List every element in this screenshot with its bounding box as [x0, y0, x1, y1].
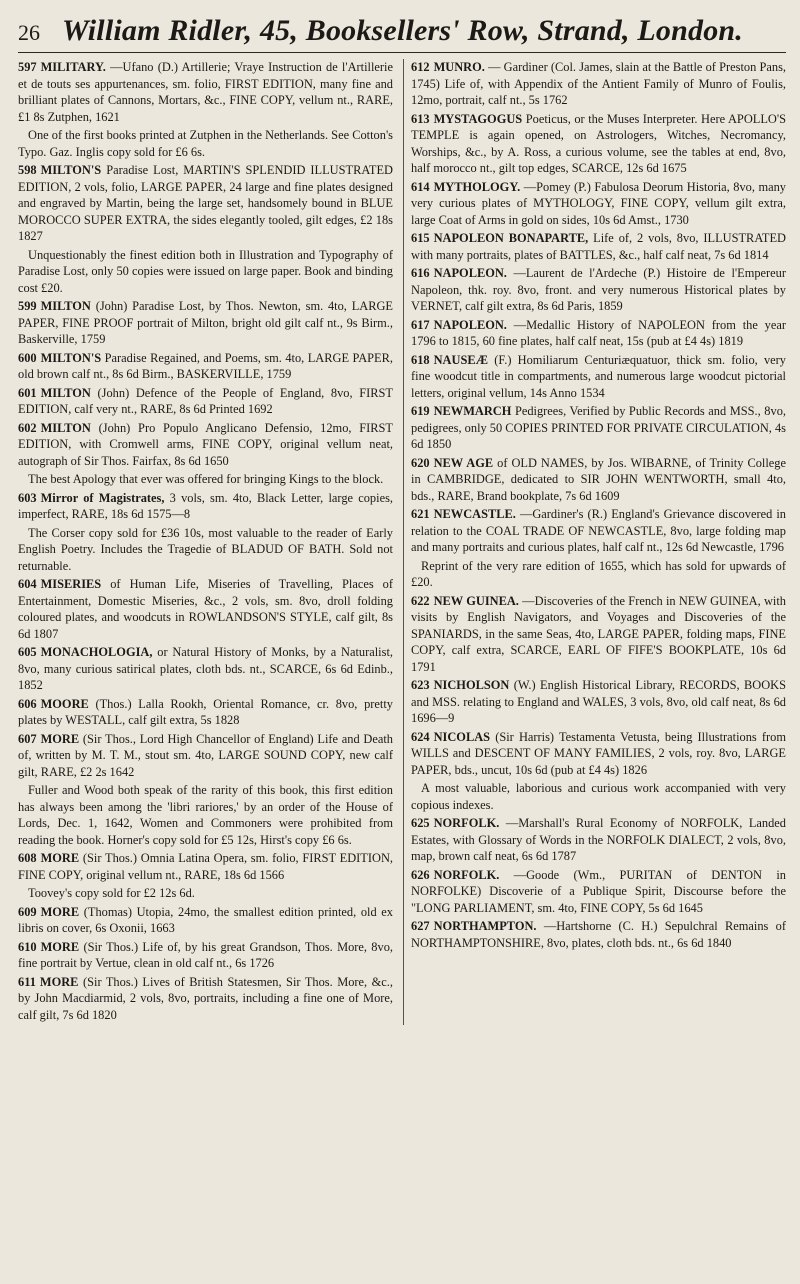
entry-description: Poeticus, or the Muses Interpreter. Here APOLLO'S TEMPLE is again opened, on Astrologers, Witches, Necromancy, Worships, &c., by A. Ross, a curious volume, see the tables at end, 8vo, half morocco nt., gilt top edges, SCARCE, 12s 6d 1675 [411, 111, 786, 175]
entry-description: Paradise Lost, MARTIN'S SPLENDID ILLUSTRATED EDITION, 2 vols, folio, LARGE PAPER, 24 large and fine plates designed and engraved by Martin, being the large set, handsomely bound in BLUE MOROCCO SUPER EXTRA, the sides elegantly tooled, gilt edges, £2 18s 1827 [18, 163, 393, 243]
entry-number: 611 [18, 974, 36, 989]
entry-number: 622 [411, 593, 430, 608]
entry-heading: MORE [40, 851, 80, 865]
entry-number: 609 [18, 904, 37, 919]
entry-description: (John) Defence of the People of England, 8vo, FIRST EDITION, calf very nt., RARE, 8s 6d Printed 1692 [18, 385, 393, 416]
catalogue-entry [411, 815, 786, 865]
catalogue-entry [18, 731, 393, 781]
entry-number: 601 [18, 385, 37, 400]
entry-number: 627 [411, 919, 430, 933]
entry-number: 620 [411, 455, 430, 470]
entry-number: 612 [411, 60, 430, 74]
entry-heading: NICOLAS [433, 729, 491, 744]
catalogue-entry [411, 403, 786, 453]
entry-heading: MILTON [40, 385, 91, 400]
catalogue-entry [18, 162, 393, 245]
entry-description: (Sir Thos.) Omnia Latina Opera, sm. folio, FIRST EDITION, FINE COPY, original vellum nt., RARE, 18s 6d 1566 [18, 851, 393, 882]
catalogue-entry [18, 350, 393, 383]
entry-description: —Discoveries of the French in NEW GUINEA, with visits by English Navigators, and Voyages and Discoveries of the SPANIARDS, in the same Seas, 4to, LARGE PAPER, folding maps, FINE COPY, calf extra, SCARCE, EARL OF FIFE'S BOOKPLATE, 10s 6d 1791 [411, 593, 786, 674]
entry-description: (Sir Thos.) Lives of British Statesmen, Sir Thos. More, &c., by John Macdiarmid, 2 vols, 8vo, portraits, including a fine one of More, calf gilt, 7s 6d 1820 [18, 974, 393, 1022]
entry-description: of OLD NAMES, by Jos. WIBARNE, of Trinity College in CAMBRIDGE, dedicated to SIR JOHN WENTWORTH, small 4to, bds., RARE, Brand bookplate, 7s 6d 1609 [411, 455, 786, 503]
catalogue-entry [18, 298, 393, 348]
entry-note: Reprint of the very rare edition of 1655, which has sold for upwards of £20. [411, 558, 786, 589]
entry-number: 623 [411, 678, 430, 692]
catalogue-entry [411, 677, 786, 727]
entry-note: Toovey's copy sold for £2 12s 6d. [28, 886, 195, 900]
catalogue-entry [18, 420, 393, 470]
entry-number: 624 [411, 729, 430, 744]
entry-description: (John) Paradise Lost, by Thos. Newton, sm. 4to, LARGE PAPER, FINE PROOF portrait of Milton, bright old gilt calf nt., 9s Birm., Baskerville, 1759 [18, 299, 394, 346]
catalogue-entry [411, 317, 786, 350]
entry-number: 610 [18, 939, 37, 954]
catalogue-entry [411, 729, 786, 779]
catalogue-entry [411, 918, 786, 951]
catalogue-entry [411, 455, 786, 505]
entry-heading: MORE [40, 939, 80, 954]
entry-number: 625 [411, 816, 430, 830]
entry-description: (Sir Thos., Lord High Chancellor of England) Life and Death of, written by M. T. M., stout sm. 4to, LARGE SOUND COPY, new calf gilt, RARE, £2 2s 1642 [18, 731, 393, 779]
entry-number: 600 [18, 350, 37, 365]
entry-number: 613 [411, 111, 430, 126]
entry-description: Pedigrees, Verified by Public Records and MSS., 8vo, pedigrees, only 50 COPIES PRINTED FOR PRIVATE CIRCULATION, 4s 6d 1850 [411, 404, 786, 451]
catalogue-entry [411, 593, 786, 676]
entry-number: 597 [18, 60, 37, 74]
entry-description: —Pomey (P.) Fabulosa Deorum Historia, 8vo, many very curious plates of MYTHOLOGY, FINE COPY, vellum gilt extra, large Coat of Arms in gold on sides, 10s 6d Amst., 1730 [411, 179, 786, 227]
entry-description: —Gardiner's (R.) England's Grievance discovered in relation to the COAL TRADE OF NEWCASTLE, 8vo, large folding map and many portraits and curious plates, half calf nt., 12s 6d Newcastle, 1796 [411, 507, 786, 554]
entry-number: 598 [18, 163, 37, 177]
entry-description: (John) Pro Populo Anglicano Defensio, 12mo, FIRST EDITION, with Cromwell arms, FINE COPY, original vellum neat, autograph of Sir Thos. Fairfax, 8s 6d 1650 [18, 420, 393, 468]
page-title: William Ridler, 45, Booksellers' Row, Strand, London. [62, 14, 744, 47]
entry-heading: MYTHOLOGY. [433, 179, 521, 194]
entry-heading: MONACHOLOGIA, [40, 645, 153, 659]
entry-heading: MILTON'S [40, 350, 102, 365]
entry-heading: NEW AGE [433, 455, 494, 470]
catalogue-columns [18, 59, 786, 1025]
entry-heading: MISERIES [40, 577, 102, 591]
entry-description: (F.) Homiliarum Centuriæquatuor, thick sm. folio, very fine woodcut title in compartments, and numerous large woodcut pictorial letters, original vellum, 14s Anno 1534 [411, 352, 786, 400]
entry-number: 604 [18, 577, 37, 591]
entry-note: Fuller and Wood both speak of the rarity of this book, this first edition has always been among the 'libri rariores,' by an order of the House of Lords, Dec. 1, 1642, Women and Commoners were prohibited from reading the book. Horner's copy sold for £5 12s, Hirst's copy £6 6s. [18, 783, 393, 847]
entry-description: of Human Life, Miseries of Travelling, Places of Entertainment, Domestic Miseries, &c., 2 vols, sm. 8vo, droll folding coloured plates, and woodcuts in ROWLANDSON'S STYLE, calf gilt, 8s 6d 1807 [18, 577, 393, 641]
catalogue-entry [18, 576, 393, 642]
entry-heading: NEWCASTLE. [433, 507, 516, 521]
entry-description: (Sir Thos.) Life of, by his great Grandson, Thos. More, 8vo, fine portrait by Vertue, clean in old calf nt., 6s 1726 [18, 939, 393, 970]
entry-description: (Thomas) Utopia, 24mo, the smallest edition printed, old ex libris on cover, 6s Oxonii, 1663 [18, 904, 393, 935]
entry-heading: MYSTAGOGUS [433, 111, 523, 126]
entry-heading: NEWMARCH [433, 404, 512, 418]
catalogue-entry [18, 904, 393, 937]
entry-description: or Natural History of Monks, by a Naturalist, 8vo, many curious satirical plates, cloth bds. nt., SCARCE, 6s 6d Edinb., 1852 [18, 645, 393, 692]
catalogue-entry [411, 265, 786, 315]
entry-number: 602 [18, 420, 37, 435]
entry-description: Paradise Regained, and Poems, sm. 4to, LARGE PAPER, old brown calf nt., 8s 6d Birm., BASKERVILLE, 1759 [18, 350, 393, 381]
entry-note: A most valuable, laborious and curious work accompanied with very copious indexes. [411, 781, 786, 812]
entry-note: The best Apology that ever was offered for bringing Kings to the block. [28, 472, 384, 486]
catalogue-entry [18, 644, 393, 694]
entry-heading: MORE [40, 731, 80, 746]
catalogue-entry [18, 385, 393, 418]
entry-description: 3 vols, sm. 4to, Black Letter, large copies, imperfect, RARE, 18s 6d 1575—8 [18, 490, 393, 521]
entry-number: 619 [411, 404, 430, 418]
entry-number: 621 [411, 507, 430, 521]
entry-note: The Corser copy sold for £36 10s, most valuable to the reader of Early English Poetry. Includes the Tragedie of BLADUD OF BATH. Sold not returnable. [18, 525, 393, 573]
entry-description: (Thos.) Lalla Rookh, Oriental Romance, cr. 8vo, pretty plates by WESTALL, calf gilt extra, 5s 1828 [18, 696, 393, 727]
entry-heading: NORFOLK. [433, 816, 500, 830]
entry-heading: MILTON [40, 420, 91, 435]
catalogue-entry [18, 59, 393, 125]
entry-heading: MUNRO. [433, 60, 485, 74]
entry-heading: MILITARY. [40, 60, 106, 74]
right-column [403, 59, 786, 1025]
entry-number: 617 [411, 317, 430, 332]
entry-heading: MOORE [40, 696, 89, 711]
entry-description: —Hartshorne (C. H.) Sepulchral Remains of NORTHAMPTONSHIRE, 8vo, plates, cloth bds. nt., 6s 6d 1840 [411, 919, 786, 950]
entry-heading: MORE [39, 974, 79, 989]
catalogue-entry [18, 490, 393, 523]
entry-heading: MILTON'S [40, 163, 102, 177]
entry-number: 605 [18, 645, 37, 659]
entry-number: 626 [411, 867, 430, 882]
entry-heading: NORTHAMPTON. [433, 919, 537, 933]
entry-number: 608 [18, 851, 37, 865]
entry-description: —Marshall's Rural Economy of NORFOLK, Landed Estates, with Glossary of Words in the NORFOLK DIALECT, 2 vols, 8vo, map, brown calf neat, 6s 6d 1787 [411, 816, 786, 863]
entry-number: 603 [18, 490, 37, 505]
entry-description: (W.) English Historical Library, RECORDS, BOOKS and MSS. relating to England and WALES, 3 vols, 8vo, old calf neat, 8s 6d 1696—9 [411, 678, 786, 725]
entry-heading: NAPOLEON. [433, 317, 507, 332]
catalogue-entry [411, 867, 786, 917]
catalogue-entry [411, 230, 786, 263]
catalogue-entry [18, 850, 393, 883]
entry-description: Life of, 2 vols, 8vo, ILLUSTRATED with many portraits, plates of BATTLES, &c., half calf neat, 7s 6d 1814 [411, 231, 786, 262]
entry-number: 618 [411, 352, 430, 367]
entry-heading: Mirror of Magistrates, [40, 490, 165, 505]
entry-heading: NAPOLEON. [433, 266, 507, 280]
page-number: 26 [18, 20, 40, 45]
catalogue-entry [18, 696, 393, 729]
entry-description: — Gardiner (Col. James, slain at the Battle of Preston Pans, 1745) Life of, with Appendix of the Antient Family of Munro of Foulis, 12mo, portrait, calf nt., 5s 1762 [411, 60, 786, 107]
entry-description: (Sir Harris) Testamenta Vetusta, being Illustrations from WILLS and DESCENT OF MANY FAMILIES, 2 vols, roy. 8vo, LARGE PAPER, bds., uncut, 10s 6d (pub at £4 4s) 1826 [411, 729, 786, 777]
page-header [18, 14, 786, 53]
entry-heading: NEW GUINEA. [433, 593, 519, 608]
entry-description: —Goode (Wm., PURITAN of DENTON in NORFOLKE) Discoverie of a Publique Spirit, Discourse before the "LONG PARLIAMENT, sm. 4to, FINE COPY, 5s 6d 1645 [411, 867, 786, 915]
catalogue-entry [18, 974, 393, 1024]
catalogue-entry [411, 59, 786, 109]
catalogue-entry [18, 939, 393, 972]
entry-description: —Laurent de l'Ardeche (P.) Histoire de l'Empereur Napoleon, thk. roy. 8vo, front. and very numerous Historical plates by VERNET, calf gilt extra, 8s 6d Paris, 1859 [411, 266, 786, 313]
entry-number: 599 [18, 299, 37, 313]
entry-heading: NAPOLEON BONAPARTE, [433, 231, 589, 245]
left-column [18, 59, 393, 1025]
entry-note: One of the first books printed at Zutphen in the Netherlands. See Cotton's Typo. Gaz. Inglis copy sold for £6 6s. [18, 128, 393, 159]
entry-heading: NORFOLK. [433, 867, 500, 882]
catalogue-entry [411, 111, 786, 177]
entry-number: 607 [18, 731, 37, 746]
entry-number: 606 [18, 696, 37, 711]
entry-number: 615 [411, 231, 430, 245]
entry-heading: NAUSEÆ [433, 352, 488, 367]
catalogue-entry [411, 179, 786, 229]
entry-heading: NICHOLSON [433, 678, 510, 692]
entry-description: —Medallic History of NAPOLEON from the year 1796 to 1815, 60 fine plates, half calf neat, 15s (pub at £4 4s) 1819 [411, 317, 786, 348]
entry-heading: MORE [40, 904, 80, 919]
catalogue-entry [411, 506, 786, 556]
entry-number: 614 [411, 179, 430, 194]
entry-number: 616 [411, 266, 430, 280]
entry-description: —Ufano (D.) Artillerie; Vraye Instruction de l'Artillerie et de touts ses appurtenances, sm. folio, FIRST EDITION, many fine and brilliant plates of Cannons, Mortars, &c., FINE COPY, vellum nt., RARE, £1 8s Zutphen, 1621 [18, 60, 393, 124]
entry-heading: MILTON [40, 299, 91, 313]
catalogue-entry [411, 352, 786, 402]
entry-note: Unquestionably the finest edition both in Illustration and Typography of Paradise Lost, only 50 copies were issued on large paper. Book and binding cost £20. [18, 247, 393, 295]
